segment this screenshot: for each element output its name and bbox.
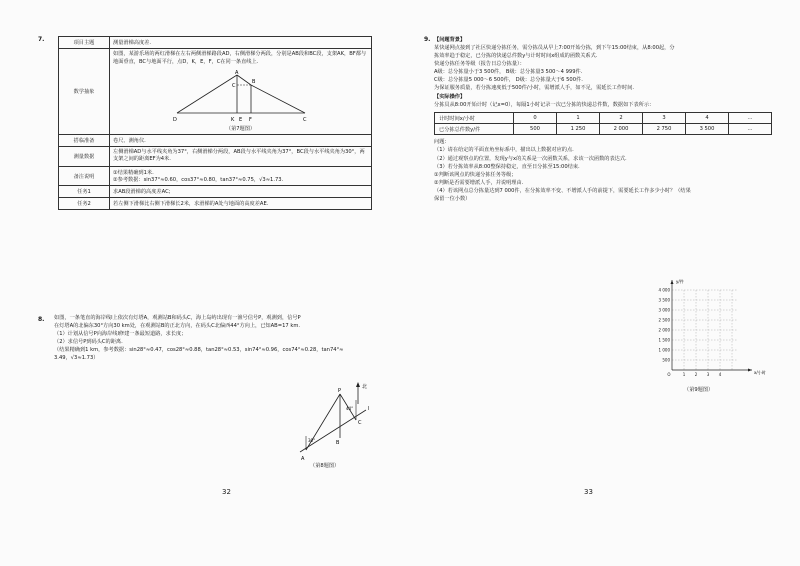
bg-line: A级：总分拣量小于3 500件， B级：总分拣量3 500～4 999件.	[434, 69, 583, 76]
y-tick: 3 000	[658, 307, 670, 313]
cell: …	[729, 124, 772, 135]
question-line: （2）通过观察点的位置，发现y与x的关系是一次函数关系，求该一次函数的表达式.	[434, 155, 627, 162]
note-line-1: ①结果精确到1米.	[113, 170, 154, 177]
x-tick: 1	[682, 372, 686, 377]
table-row	[435, 124, 772, 135]
row-label: 备注说明	[59, 167, 110, 186]
row-header: 计时时间x/小时	[435, 113, 514, 124]
q8-line: 如图，一条笔直的海岸线l上依次有灯塔A，观测站B和码头C，海上岛屿出现有一渔号信号P，观测到，信号P	[54, 315, 301, 321]
y-tick: 500	[662, 357, 670, 363]
table-row	[59, 37, 372, 49]
q8-line: （2）求信号P到码头C的距离.	[54, 339, 123, 346]
operation-heading: 【实际操作】	[434, 94, 466, 101]
row-label: 数学抽象	[59, 49, 110, 135]
background-heading: 【问题背景】	[434, 37, 466, 43]
row-label: 任务1	[59, 186, 110, 198]
page-number-left: 32	[222, 488, 231, 496]
svg-text:E: E	[238, 116, 242, 123]
row-header: 已分拣总件数y/件	[435, 124, 514, 135]
row-content	[110, 167, 372, 186]
q9-text	[434, 35, 772, 203]
c-label: C	[358, 420, 362, 426]
questions-heading: 问题：	[434, 139, 450, 146]
cell: 500	[514, 124, 557, 135]
p-label: P	[338, 388, 342, 394]
q9-number: 9.	[424, 36, 431, 43]
table-row	[59, 134, 372, 146]
note-line-2: ②参考数据：sin37°≈0.60，cos37°≈0.80，tan37°≈0.75，√3≈1.73.	[113, 177, 284, 184]
q8-coast-figure	[296, 380, 406, 470]
table-row	[59, 146, 372, 167]
q7-slide-figure	[171, 69, 311, 125]
q8-line: 在灯塔A的北偏东30°方向30 km处，在观测站B的正北方向，在码头C北偏西44°方向上，已知AB=17 km.	[54, 323, 301, 330]
cell: 1 250	[557, 124, 600, 135]
q8-caption: （第8题图）	[310, 463, 340, 469]
x-tick: 3	[706, 372, 710, 377]
cell: 1	[557, 113, 600, 124]
question-line: ②判断是否需要增派人手，并说明理由.	[434, 179, 524, 186]
row-label: 任务2	[59, 198, 110, 210]
svg-text:F: F	[248, 116, 252, 123]
abstract-text: 如图，某游乐场的两红滑梯在左右两侧滑梯路段AD，右侧滑梯分两段，分别是AB段和BC段，支架AK，BF都与地面垂直，BC与地面平行，点D，K，E，F，C在同一条直线上.	[113, 51, 367, 65]
q8-line: （结果精确到1 km，参考数据：sin28°≈0.47，cos28°≈0.88，tan28°≈0.53，sin74°≈0.96，cos74°≈0.28，tan74°≈	[54, 347, 344, 354]
svg-text:B: B	[251, 78, 255, 85]
y-tick: 1 000	[658, 347, 670, 353]
x-axis-label: x/小时	[754, 370, 766, 375]
row-label: 搭临准备	[59, 134, 110, 146]
x-tick: 2	[694, 372, 698, 377]
cell: 2	[600, 113, 643, 124]
y-axis-label: y/件	[676, 279, 684, 284]
row-content: 若左侧下滑梯比右侧下滑梯长2米，求滑梯的A处与地面的高度差AE.	[110, 198, 372, 210]
row-content	[110, 49, 372, 135]
cell: 2 000	[600, 124, 643, 135]
y-tick: 1 500	[658, 337, 670, 343]
svg-text:A: A	[234, 69, 238, 76]
row-content: 求AB段滑梯的高度差AC;	[110, 186, 372, 198]
bg-line: 拣效率趋于稳定，已分拣的快递总件数y与计时时间x组成的函数关系式.	[434, 53, 598, 60]
cell: 3	[643, 113, 686, 124]
svg-text:C: C	[231, 82, 235, 89]
right-page	[400, 0, 800, 566]
l-label: l	[368, 406, 370, 412]
y-tick: 2 000	[658, 327, 670, 333]
y-tick: 4 000	[658, 287, 670, 293]
q8-line: （1）计划从信号P向海岸线l修建一条最短道路，求长度；	[54, 331, 187, 338]
question-line: （3）若分拣效率从8:00整保持稳定，直至日分拣至15:00结束.	[434, 163, 580, 170]
x-tick: O	[667, 372, 671, 377]
bg-line: 快递分拣任务等级（报告日总分拣量）：	[434, 61, 525, 68]
q8-line: 3.49，√3≈1.73）	[54, 355, 99, 362]
row-content: 左侧滑梯AD与水平线夹角为37°，右侧滑梯分两段，AB段与水平线夹角为37°，BC段与水平线夹角为30°，两支架之间的距离EF为4米.	[110, 146, 372, 167]
svg-text:K: K	[230, 116, 234, 123]
x-tick: 4	[718, 372, 722, 377]
angle-label-c: 44°	[346, 406, 354, 411]
q8-number: 8.	[38, 316, 45, 323]
q7-caption: （第7题图）	[225, 125, 256, 132]
question-line: （4）若该网点总分拣量达到7 000件，在分拣效率不变、不增派人手的前提下，需要延长工作多少小时？（结果	[434, 187, 691, 194]
question-line: 保留一位小数）	[434, 195, 471, 202]
question-line: （1）请在给定的平面直角坐标系中，描出以上数据对应的点.	[434, 147, 574, 154]
q7-project-table	[58, 36, 372, 210]
cell: 2 750	[643, 124, 686, 135]
row-content: 卷尺、测角仪.	[110, 134, 372, 146]
row-label: 测量数据	[59, 146, 110, 167]
b-label: B	[336, 440, 340, 446]
cell: …	[729, 113, 772, 124]
q9-blank-grid	[656, 276, 776, 386]
bg-line: C级：总分拣量5 000～6 500件， D级：总分拣量大于6 500件.	[434, 77, 583, 84]
row-content: 测量滑梯高度差.	[110, 37, 372, 49]
question-line: ①判断该网点的快递分拣任务等级；	[434, 171, 517, 178]
bg-line: 某快递网点接到了社区快递分拣任务，需分拣员从早上7:00开始分拣，到下午15:00结束，从8:00起，分	[434, 45, 675, 51]
table-row	[435, 113, 772, 124]
svg-text:C: C	[302, 116, 306, 123]
table-row	[59, 198, 372, 210]
bg-line: 为保证服务质量，若分拣速度低于500件/小时，需增派人手，如不足，需延长工作时间.	[434, 85, 635, 92]
cell: 3 500	[686, 124, 729, 135]
north-label: 北	[362, 384, 368, 390]
q9-caption: （第9题图）	[684, 387, 714, 393]
table-row	[59, 186, 372, 198]
table-row	[59, 49, 372, 135]
cell: 0	[514, 113, 557, 124]
a-label: A	[301, 456, 305, 462]
q7-number: 7.	[38, 36, 45, 43]
page-number-right: 33	[584, 488, 593, 496]
data-table	[434, 112, 772, 135]
table-row	[59, 167, 372, 186]
angle-label-a: 30°	[308, 438, 316, 443]
y-tick: 2 500	[658, 317, 670, 323]
q8-text	[54, 314, 344, 362]
svg-text:D: D	[172, 116, 177, 123]
operation-line: 分拣员从8:00开始计时（记x=0），每隔1小时记录一次已分拣的快递总件数，数据如下表所示：	[434, 102, 655, 109]
y-tick: 3 500	[658, 297, 670, 303]
cell: 4	[686, 113, 729, 124]
row-label: 项目主题	[59, 37, 110, 49]
